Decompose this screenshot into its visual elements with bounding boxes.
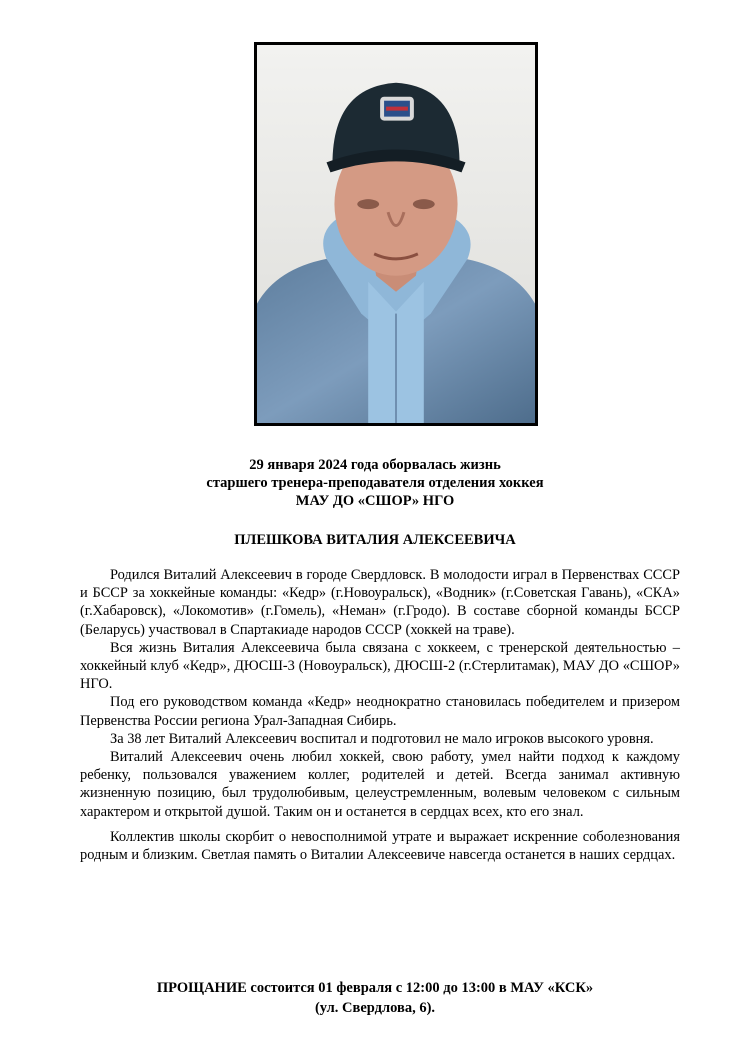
announcement-line-3: МАУ ДО «СШОР» НГО [295,493,455,509]
paragraph-5: Виталий Алексеевич очень любил хоккей, свою работу, умел найти подход к каждому ребенку, пользовался уважением коллег, родителей и детей. Всегда занимал активную жизненную позицию, был трудолюбивым, целеустремленным, волевым человеком с сильным характером и открытой душой. Таким он и останется в сердцах всех, кто его знал. [80,749,680,820]
announcement-line-1: 29 января 2024 года оборвалась жизнь [249,457,501,473]
farewell-line-1: ПРОЩАНИЕ состоится 01 февраля с 12:00 до 13:00 в МАУ «КСК» [156,980,594,996]
farewell-line-2: (ул. Свердлова, 6). [314,1000,436,1016]
paragraph-1: Родился Виталий Алексеевич в городе Свердловск. В молодости играл в Первенствах СССР и БССР за хоккейные команды: «Кедр» (г.Новоуральск), «Водник» (г.Советская Гавань), «СКА» (г.Хабаровск), «Локомотив» (г.Гомель), «Неман» (г.Гродо). В составе сборной команды БССР (Беларусь) участвовал в Спартакиаде народов СССР (хоккей на траве). [80,567,680,638]
paragraph-2: Вся жизнь Виталия Алексеевича была связана с хоккеем, с тренерской деятельностью – хоккейный клуб «Кедр», ДЮСШ-3 (Новоуральск), ДЮСШ-2 (г.Стерлитамак), МАУ ДО «СШОР» НГО. [80,639,680,693]
deceased-name: ПЛЕШКОВА ВИТАЛИЯ АЛЕКСЕЕВИЧА [234,532,516,548]
farewell-notice [0,978,750,1018]
portrait-image [257,45,535,423]
announcement-line-2: старшего тренера-преподавателя отделения хоккея [206,475,544,491]
obituary-body [80,566,680,864]
death-announcement [0,456,750,510]
paragraph-6: Коллектив школы скорбит о невосполнимой утрате и выражает искренние соболезнования родным и близким. Светлая память о Виталии Алексеевиче навсегда останется в наших сердцах. [80,828,680,864]
paragraph-3: Под его руководством команда «Кедр» неоднократно становилась победителем и призером Первенства России региона Урал-Западная Сибирь. [80,694,680,729]
paragraph-4: За 38 лет Виталий Алексеевич воспитал и подготовил не мало игроков высокого уровня. [110,730,654,747]
portrait-photo [254,42,538,426]
